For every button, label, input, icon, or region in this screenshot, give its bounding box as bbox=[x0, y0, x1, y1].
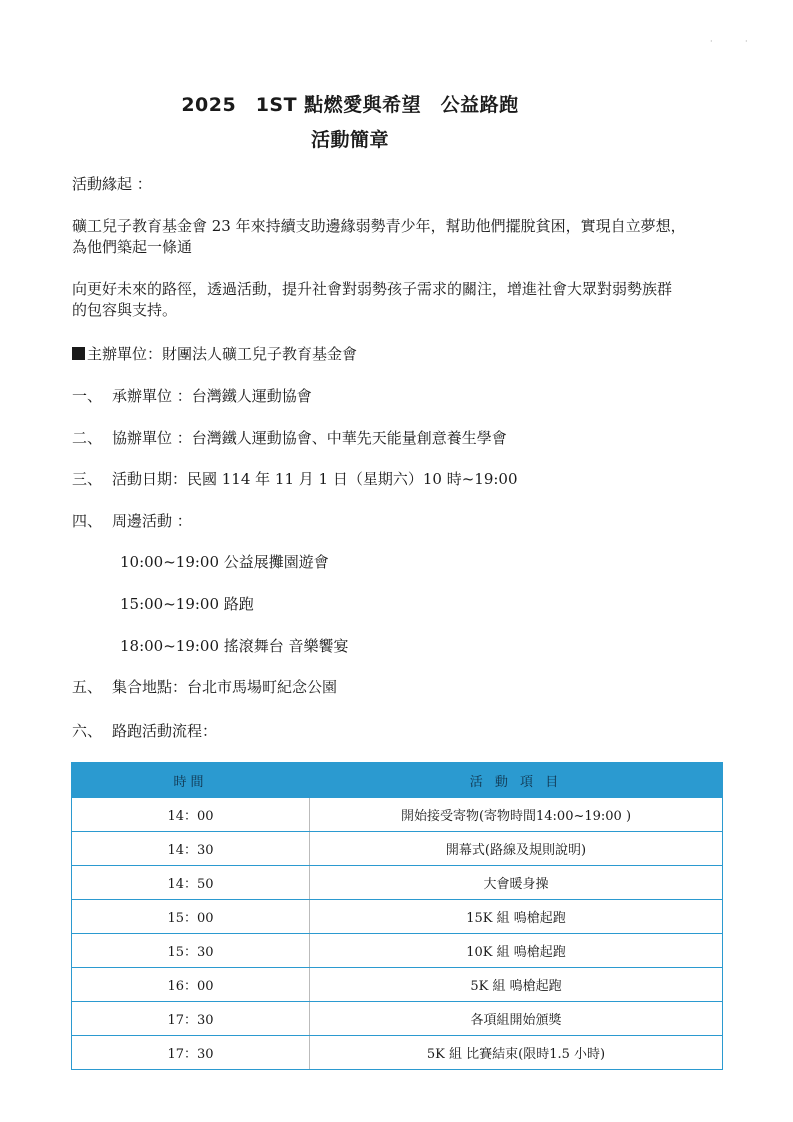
venue-text: 集合地點：台北市馬場町紀念公園 bbox=[112, 678, 338, 696]
item-2 bbox=[72, 428, 732, 449]
intro-paragraph-1-line-1: 礦工兒子教育基金會 23 年來持續支助邊緣弱勢青少年，幫助他們擺脫貧困，實現自立夢想， bbox=[72, 217, 686, 235]
row-time: 17：30 bbox=[72, 1002, 310, 1036]
column-header-time: 時間 bbox=[72, 763, 310, 798]
intro-paragraph-2-line-1: 向更好未來的路徑，透過活動，提升社會對弱勢孩子需求的關注，增進社會大眾對弱勢族群 bbox=[72, 280, 673, 298]
row-item: 各項組開始頒獎 bbox=[310, 1002, 723, 1036]
item-number: 三、 bbox=[72, 470, 103, 488]
row-time: 16：00 bbox=[72, 968, 310, 1002]
side-activity-2: 15:00~19:00 路跑 bbox=[120, 595, 254, 613]
item-text: 活動日期：民國 114 年 11 月 1 日（星期六）10 時~19:00 bbox=[112, 470, 518, 488]
intro-paragraph-2-line-2: 的包容與支持。 bbox=[72, 301, 178, 319]
table-row bbox=[72, 1036, 723, 1070]
table-row bbox=[72, 900, 723, 934]
row-item: 開幕式(路線及規則說明) bbox=[310, 832, 723, 866]
document-title: 2025 1ST 點燃愛與希望 公益路跑 bbox=[181, 94, 519, 116]
run-schedule-table bbox=[71, 762, 723, 1070]
item-3 bbox=[72, 469, 732, 490]
table-row bbox=[72, 1002, 723, 1036]
row-item: 開始接受寄物(寄物時間14:00~19:00 ) bbox=[310, 798, 723, 832]
intro-heading: 活動緣起 ： bbox=[72, 175, 152, 193]
table-row bbox=[72, 934, 723, 968]
row-time: 14：00 bbox=[72, 798, 310, 832]
organizer-text: 主辦單位：財團法人礦工兒子教育基金會 bbox=[87, 345, 358, 363]
row-time: 14：50 bbox=[72, 866, 310, 900]
row-time: 15：00 bbox=[72, 900, 310, 934]
venue-line bbox=[72, 677, 732, 698]
row-item: 10K 組 鳴槍起跑 bbox=[310, 934, 723, 968]
item-text: 周邊活動 ： bbox=[112, 512, 192, 530]
row-time: 15：30 bbox=[72, 934, 310, 968]
document-subtitle: 活動簡章 bbox=[310, 129, 389, 151]
table-header-row bbox=[72, 763, 723, 798]
intro-paragraph-2 bbox=[72, 279, 732, 321]
item-text: 協辦單位 ：台灣鐵人運動協會、中華先天能量創意養生學會 bbox=[112, 429, 507, 447]
row-item: 大會暖身操 bbox=[310, 866, 723, 900]
table-row bbox=[72, 866, 723, 900]
item-number: 五、 bbox=[72, 678, 103, 696]
intro-paragraph-1 bbox=[72, 216, 732, 258]
scan-dot: · bbox=[710, 37, 713, 46]
flow-heading-line bbox=[72, 721, 732, 742]
row-item: 15K 組 鳴槍起跑 bbox=[310, 900, 723, 934]
row-time: 17：30 bbox=[72, 1036, 310, 1070]
table-row bbox=[72, 798, 723, 832]
side-activity-3: 18:00~19:00 搖滾舞台 音樂饗宴 bbox=[120, 637, 349, 655]
item-number: 四、 bbox=[72, 512, 103, 530]
row-item: 5K 組 比賽結束(限時1.5 小時) bbox=[310, 1036, 723, 1070]
table-row bbox=[72, 832, 723, 866]
item-4 bbox=[72, 511, 732, 532]
item-text: 承辦單位 ：台灣鐵人運動協會 bbox=[112, 387, 312, 405]
organizer-line bbox=[72, 344, 732, 365]
intro-paragraph-1-line-2: 為他們築起一條通 bbox=[72, 238, 193, 256]
item-number: 二、 bbox=[72, 429, 103, 447]
row-time: 14：30 bbox=[72, 832, 310, 866]
square-bullet-icon bbox=[72, 347, 85, 360]
scan-dot: · bbox=[745, 37, 748, 46]
item-1 bbox=[72, 386, 732, 407]
flow-heading: 路跑活動流程： bbox=[112, 722, 218, 740]
item-number: 六、 bbox=[72, 722, 103, 740]
table-row bbox=[72, 968, 723, 1002]
side-activity-1: 10:00~19:00 公益展攤園遊會 bbox=[120, 553, 329, 571]
row-item: 5K 組 鳴槍起跑 bbox=[310, 968, 723, 1002]
item-number: 一、 bbox=[72, 387, 103, 405]
column-header-item: 活 動 項 目 bbox=[310, 763, 723, 798]
